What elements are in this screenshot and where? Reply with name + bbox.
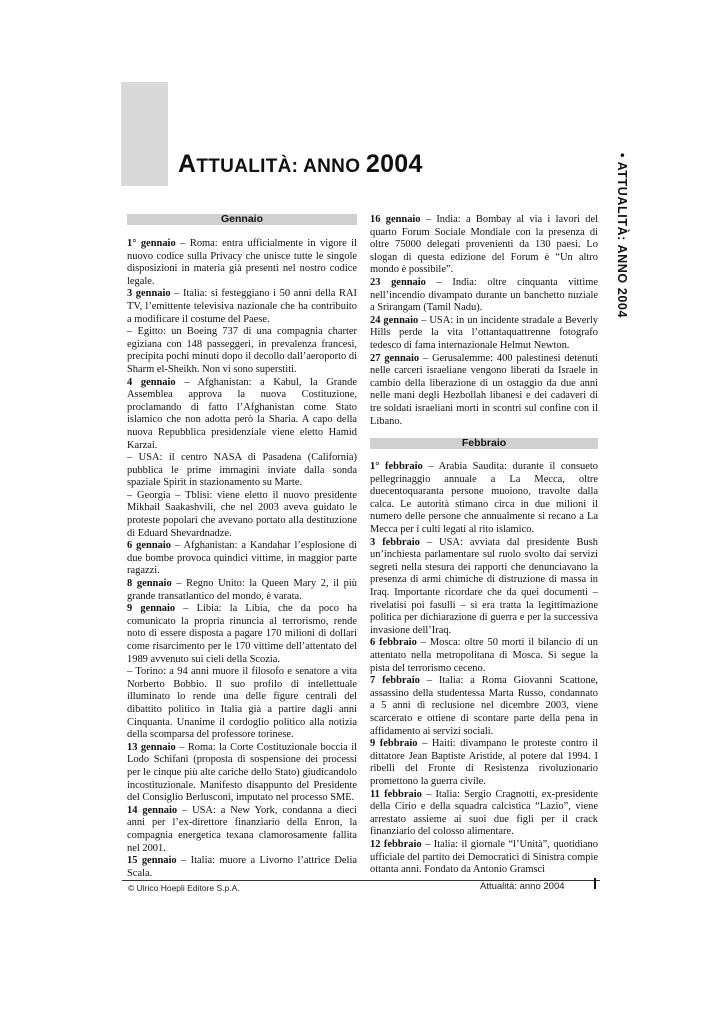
entry-date: 13 gennaio [127, 741, 176, 753]
chronology-entry [127, 855, 357, 880]
entry-list-right-gennaio [370, 214, 598, 428]
entry-date: 7 febbraio [370, 675, 420, 687]
entry-date: 6 febbraio [370, 637, 417, 649]
chronology-entry [127, 578, 357, 603]
chronology-entry [127, 490, 357, 540]
entry-date: 3 gennaio [127, 288, 171, 300]
entry-date: 4 gennaio [127, 376, 176, 388]
chronology-entry [370, 637, 598, 675]
entry-text: – Italia: Sergio Cragnotti, ex-presidente della Cirio e della squadra calcistica “Lazio”, viene arrestato assieme ai suoi due figli per il crack finanziario del colosso alimentare. [370, 788, 598, 838]
entry-date: 9 gennaio [127, 603, 176, 615]
section-heading-febbraio: Febbraio [370, 438, 598, 449]
chronology-entry [370, 353, 598, 429]
entry-date: 1° febbraio [370, 461, 423, 473]
page-title: ATTUALITÀ: ANNO 2004 [178, 150, 423, 178]
entry-text: – USA: il centro NASA di Pasadena (California) pubblica le prime immagini inviate dalla sonda spaziale Spirit in stazionamento su Marte. [127, 452, 357, 489]
entry-text: – India: oltre cinquanta vittime nell’incendio divampato durante un banchetto nuziale a Srirangam (Tamil Nadu). [370, 276, 598, 314]
entry-date: 12 febbraio [370, 838, 422, 850]
left-column [127, 214, 357, 880]
entry-date: 9 febbraio [370, 738, 418, 750]
chronology-entry [127, 452, 357, 490]
entry-text: – Italia: si festeggiano i 50 anni della RAI TV, l’emittente televisiva nazionale che ha contribuito a modificare il costume del Paese. [127, 288, 357, 325]
entry-text: – Roma: entra ufficialmente in vigore il nuovo codice sulla Privacy che unisce tutte le singole disposizioni in materia già presenti nel nostro codice legale. [127, 238, 357, 287]
entry-text: – Mosca: oltre 50 morti il bilancio di un attentato nella metropolitana di Mosca. Si segue la pista del terrorismo ceceno. [370, 637, 598, 674]
chronology-entry [127, 238, 357, 288]
chronology-entry [127, 742, 357, 805]
entry-date: 3 febbraio [370, 536, 420, 548]
decorative-gray-block [121, 82, 168, 186]
entry-date: 27 gennaio [370, 352, 420, 364]
chronology-entry [370, 738, 598, 788]
entry-text: – USA: avviata dal presidente Bush un’inchiesta parlamentare sul ruolo svolto dai servizi segreti nella stesura dei rapporti che denunciavano la presenza di armi chimiche di distruzione di massa in Iraq. Importante ricordare che da quei documenti – rivelatisi poi fasulli – si era tratta la legittimazione politica per dichiarazione di guerra e per la successiva invasione dell’Iraq. [370, 536, 598, 636]
chronology-entry [370, 214, 598, 277]
chronology-entry [370, 461, 598, 537]
entry-text: – Regno Unito: la Queen Mary 2, il più grande transatlantico del mondo, è varata. [127, 578, 357, 602]
entry-text: – Arabia Saudita: durante il consueto pellegrinaggio annuale a La Mecca, oltre duecentoquaranta persone muoiono, travolte dalla calca. Le autorità stimano circa in due milioni il numero delle persone che annualmente si recano a La Mecca per i culti legati al rito islamico. [370, 461, 598, 536]
chronology-entry [127, 377, 357, 453]
entry-list-right-febbraio [370, 461, 598, 877]
entry-text: – Afghanistan: a Kabul, la Grande Assemblea approva la nuova Costituzione, proclamando di fatto l’Afghanistan come Stato islamico che non adotta però la Sharia. A capo della nuova Repubblica presidenziale viene eletto Hamid Karzai. [127, 376, 357, 451]
footer-copyright: © Ulrico Hoepli Editore S.p.A. [128, 883, 240, 893]
footer-marker [594, 878, 596, 889]
right-column [370, 214, 598, 877]
entry-date: 6 gennaio [127, 540, 171, 552]
entry-text: – Libia: la Libia, che da poco ha comunicato la propria rinuncia al terrorismo, rende noto di essere disposta a pagare 170 milioni di dollari come risarcimento per le 170 vittime dell’attentato del 1989 avvenuto sui cieli della Scozia. [127, 603, 357, 665]
entry-text: – India: a Bombay al via i lavori del quarto Forum Sociale Mondiale con la presenza di oltre 75000 delegati provenienti da 130 paesi. Lo slogan di questa edizione del Forum è “Un altro mondo è possibile”. [370, 214, 598, 276]
chronology-entry [127, 288, 357, 326]
entry-text: – USA: a New York, condanna a dieci anni per l’ex-direttore finanziario della Enron, la compagnia energetica texana clamorosamente fallita nel 2001. [127, 804, 357, 854]
side-section-label: • ATTUALITÀ: ANNO 2004 [615, 153, 629, 319]
chronology-entry [370, 789, 598, 839]
chronology-entry [370, 537, 598, 638]
entry-text: – Egitto: un Boeing 737 di una compagnia charter egiziana con 148 passeggeri, in prevalenza francesi, precipita pochi minuti dopo il decollo dall’aeroporto di Sharm el-Sheikh. Non vi sono superstiti. [127, 326, 357, 375]
entry-date: 8 gennaio [127, 578, 172, 590]
entry-date: 24 gennaio [370, 314, 419, 326]
chronology-entry [370, 277, 598, 315]
entry-text: – Roma: la Corte Costituzionale boccia il Lodo Schifani (proposta di sospensione dei processi per le cinque più alte cariche dello Stato) giudicandolo incostituzionale. Manifesto disappunto del Presidente del Consiglio Berlusconi, imputato nel processo SME. [127, 741, 357, 804]
entry-date: 11 febbraio [370, 788, 422, 800]
entry-text: – Italia: a Roma Giovanni Scattone, assassino della studentessa Marta Russo, condannato a 5 anni di reclusione nel dicembre 2003, viene scarcerato e ottiene di scontare parte della pena in affidamento ai servizi sociali. [370, 675, 598, 737]
chronology-entry [127, 326, 357, 376]
entry-date: 23 gennaio [370, 276, 426, 288]
entry-date: 1° gennaio [127, 238, 176, 249]
entry-text: – USA: in un incidente stradale a Beverly Hills perde la vita l’ottantaquattrenne fotografo tedesco di fama internazionale Helmut Newton. [370, 314, 598, 351]
section-heading-gennaio: Gennaio [127, 214, 357, 225]
chronology-entry [370, 315, 598, 353]
chronology-entry [370, 839, 598, 877]
entry-date: 15 gennaio [127, 855, 177, 867]
chronology-entry [127, 805, 357, 855]
footer-running-title: Attualità: anno 2004 [480, 881, 565, 892]
entry-text: – Haiti: divampano le proteste contro il dittatore Jean Baptiste Aristide, al potere dal 1994. I ribelli del Fronte di Resistenza rivoluzionario promettono la guerra civile. [370, 738, 598, 787]
entry-text: – Italia: muore a Livorno l’attrice Delia Scala. [127, 855, 357, 879]
entry-text: – Afghanistan: a Kandahar l’esplosione di due bombe provoca quindici vittime, in maggior parte ragazzi. [127, 540, 357, 577]
entry-text: – Gerusalemme: 400 palestinesi detenuti nelle carceri israeliane vengono liberati da Israele in cambio della liberazione di un ostaggio da due anni nelle mani degli Hezbollah libanesi e dei cadaveri di tre soldati israeliani morti in scontri sul confine con il Libano. [370, 352, 598, 427]
entry-list-left [127, 238, 357, 880]
chronology-entry [127, 666, 357, 742]
entry-date: 16 gennaio [370, 214, 421, 225]
entry-text: – Italia: il giornale “l’Unità”, quotidiano ufficiale del partito dei Democratici di Sinistra compie ottanta anni. Fondato da Antonio Gramsci [370, 838, 598, 876]
chronology-entry [127, 540, 357, 578]
entry-text: – Georgia – Tblisi: viene eletto il nuovo presidente Mikhail Saakashvili, che nel 2003 aveva guidato le proteste popolari che avevano portato alla destituzione di Eduard Shevardnadze. [127, 489, 357, 539]
chronology-entry [370, 675, 598, 738]
entry-text: – Torino: a 94 anni muore il filosofo e senatore a vita Norberto Bobbio. Il suo profilo di intellettuale illuminato lo rende una delle figure centrali del dibattito politico in Italia già a partire dagli anni Cinquanta. Unanime il cordoglio politico alla notizia della scomparsa del professore torinese. [127, 666, 357, 741]
entry-date: 14 gennaio [127, 804, 178, 816]
chronology-entry [127, 603, 357, 666]
